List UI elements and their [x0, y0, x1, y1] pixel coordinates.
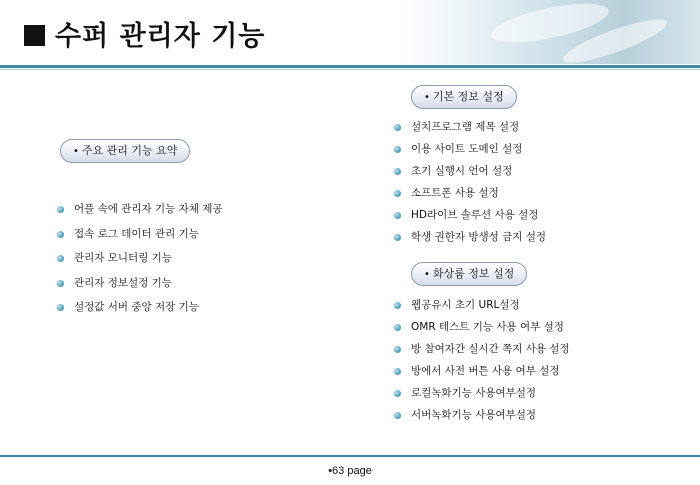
- header-decorative-photo: [400, 0, 700, 64]
- summary-section-label: 주요 관리 기능 요약: [81, 144, 178, 157]
- pill-bullet-icon: •: [424, 92, 430, 103]
- page-bullet: •: [328, 465, 333, 477]
- room-settings-list: [393, 294, 570, 426]
- list-item: 방 참여자간 실시간 쪽지 사용 설정: [393, 338, 570, 360]
- summary-list: [56, 197, 223, 320]
- list-item: 설치프로그램 제목 설정: [393, 116, 546, 138]
- basic-settings-label: 기본 정보 설정: [432, 90, 504, 103]
- list-item: 서버녹화기능 사용여부설정: [393, 404, 570, 426]
- pill-bullet-icon: •: [73, 146, 79, 157]
- pill-bullet-icon: •: [424, 269, 430, 280]
- list-item: 이용 사이트 도메인 설정: [393, 138, 546, 160]
- title-square-icon: [24, 25, 45, 46]
- list-item: HD라이브 솔루션 사용 설정: [393, 204, 546, 226]
- basic-settings-pill: [411, 85, 517, 109]
- page-title-text: 수퍼 관리자 기능: [55, 21, 266, 52]
- page-number: [0, 465, 700, 477]
- header-divider: [0, 65, 700, 68]
- footer-divider: [0, 455, 700, 457]
- list-item: 어플 속에 관리자 기능 자체 제공: [56, 197, 223, 222]
- header-divider-thin: [0, 69, 700, 70]
- page-number-text: 63 page: [332, 465, 372, 477]
- list-item: 관리자 모니터링 기능: [56, 246, 223, 271]
- list-item: 설정값 서버 중앙 저장 기능: [56, 295, 223, 320]
- list-item: 소프트폰 사용 설정: [393, 182, 546, 204]
- page-title: [24, 14, 265, 53]
- list-item: OMR 테스트 기능 사용 여부 설정: [393, 316, 570, 338]
- basic-settings-list: [393, 116, 546, 248]
- list-item: 관리자 정보설정 기능: [56, 271, 223, 296]
- list-item: 초기 실행시 언어 설정: [393, 160, 546, 182]
- room-settings-pill: [411, 262, 527, 286]
- list-item: 접속 로그 데이터 관리 기능: [56, 222, 223, 247]
- list-item: 웹공유시 초기 URL설정: [393, 294, 570, 316]
- room-settings-label: 화상룸 정보 설정: [432, 267, 515, 280]
- list-item: 학생 권한자 방생성 금지 설정: [393, 226, 546, 248]
- summary-section-pill: [60, 139, 190, 163]
- list-item: 로컬녹화기능 사용여부설정: [393, 382, 570, 404]
- list-item: 방에서 사전 버튼 사용 여부 설정: [393, 360, 570, 382]
